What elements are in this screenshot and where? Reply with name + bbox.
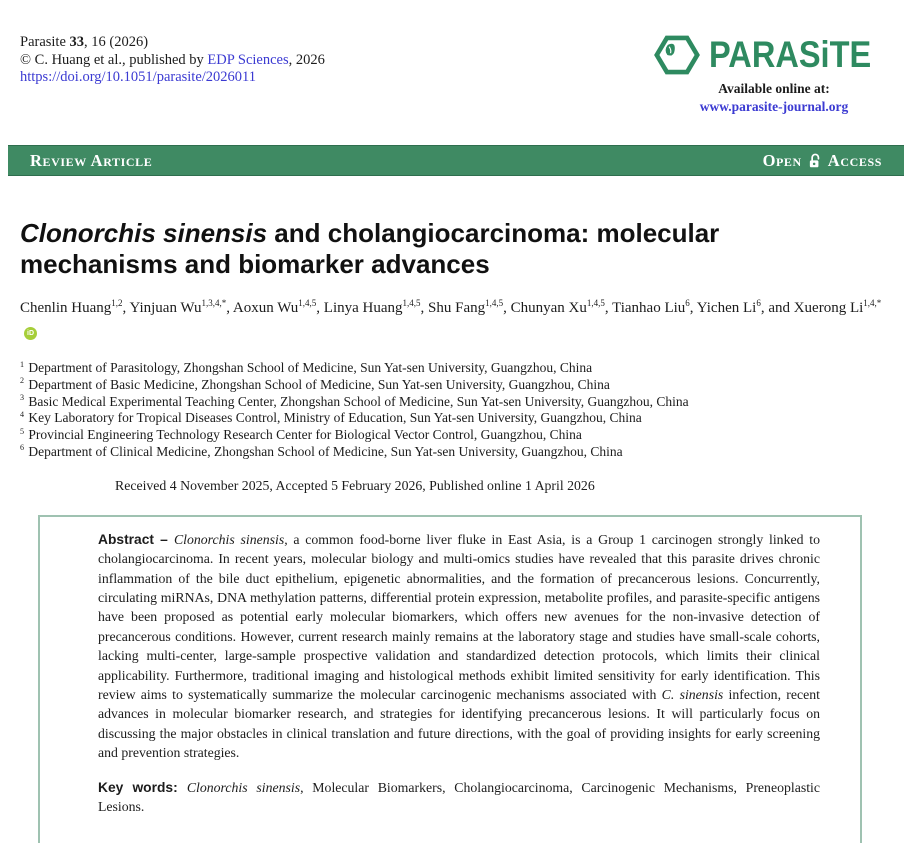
citation-line: Parasite 33, 16 (2026) <box>20 34 149 50</box>
article-content <box>0 218 912 843</box>
open-access-badge <box>763 151 882 171</box>
publication-info <box>20 34 325 87</box>
doi-link[interactable] <box>20 69 325 87</box>
affiliation-line: $^5$ Provincial Engineering Technology Research Center for Biological Vector Control, Guangzhou, China <box>20 426 582 443</box>
article-history: Received 4 November 2025, Accepted 5 February 2026, Published online 1 April 2026 <box>115 477 595 493</box>
affiliation-line: $^4$ Key Laboratory for Tropical Diseases Control, Ministry of Education, Sun Yat-sen University, Guangzhou, China <box>20 409 642 426</box>
article-title: Clonorchis sinensis and cholangiocarcinoma: molecular mechanisms and biomarker advances <box>20 218 720 279</box>
abstract-text: Clonorchis sinensis, a common food-borne liver fluke in East Asia, is a Group 1 carcinogen strongly linked to cholangiocarcinoma. In recent years, molecular biology and multi-omics studies have revealed that this parasite drives chronic inflammation of the bile duct epithelium, epigenetic abnormalities, and the formation of precancerous lesions. Concurrently, circulating miRNAs, DNA methylation patterns, differential protein expression, metabolite profiles, and parasite-specific antigens have been proposed as potential early molecular biomarkers, which offers new avenues for the non-invasive detection of precancerous conditions. However, current research mainly remains at the laboratory stage and studies have small-scale cohorts, lacking multi-center, large-sample prospective validation and standardized detection protocols, which limits their clinical applicability. Furthermore, traditional imaging and histological methods exhibit limited sensitivity for early identification. This review aims to systematically summarize the molecular carcinogenic mechanisms associated with C. sinensis infection, recent advances in molecular biomarker research, and strategies for identifying precancerous lesions. It will particularly focus on discussing the major obstacles in clinical translation and future directions, with the goal of providing insights for early screening and prevention strategies. <box>98 531 820 761</box>
access-label: Access <box>827 150 882 170</box>
affiliation-line: $^6$ Department of Clinical Medicine, Zhongshan School of Medicine, Sun Yat-sen University, Guangzhou, China <box>20 443 623 459</box>
author-names: Chenlin Huang$^{1,2}$, Yinjuan $Wu^{1,3,4,*}$, Aoxun Wu$^{1,4,5}$, Linya Huang$^{1,4,5}$, Shu Fang$^{1,4,5}$, Chunyan Xu$^{1,4,5}$, Tianhao Liu$^6$, Yichen Li$^6$, and Xuerong $Li^{1,4,*}$ <box>20 298 882 316</box>
journal-logo-text: PARASiTE <box>709 34 872 75</box>
open-lock-icon <box>808 153 822 169</box>
article-type-banner <box>8 145 904 176</box>
inline-link[interactable]: https://doi.org/10.1051/parasite/2026011 <box>20 69 257 85</box>
orcid-icon[interactable]: iD <box>24 327 37 340</box>
page-header <box>0 0 912 115</box>
affiliation-line: $^1$ Department of Parasitology, Zhongshan School of Medicine, Sun Yat-sen University, Guangzhou, China <box>20 359 593 375</box>
available-online-label: Available online at: <box>718 81 830 96</box>
abstract-box <box>38 515 862 843</box>
affiliation-line: $^2$ Department of Basic Medicine, Zhongshan School of Medicine, Sun Yat-sen University, Guangzhou, China <box>20 376 610 392</box>
keywords-text: Clonorchis sinensis, Molecular Biomarkers, Cholangiocarcinoma, Carcinogenic Mechanisms, Preneoplastic Lesions. <box>98 779 820 815</box>
keywords-paragraph <box>98 778 820 817</box>
keywords-label: Key words: <box>98 779 187 795</box>
journal-logo <box>654 34 894 76</box>
article-type-label: Review Article <box>30 150 153 170</box>
inline-link[interactable]: EDP Sciences <box>207 51 289 68</box>
author-list <box>20 298 886 340</box>
open-label: Open <box>762 150 802 170</box>
abstract-label: Abstract – <box>98 531 174 547</box>
affiliation-line: $^3$ Basic Medical Experimental Teaching Center, Zhongshan School of Medicine, Sun Yat-sen University, Guangzhou, China <box>20 393 689 409</box>
affiliation-list <box>20 360 886 461</box>
copyright-line: © C. Huang et al., published by EDP Sciences, 2026 <box>20 51 325 68</box>
journal-website-link[interactable]: www.parasite-journal.org <box>699 99 849 114</box>
journal-logo-block <box>654 34 894 115</box>
parasite-hexagon-icon <box>654 34 700 76</box>
abstract-paragraph <box>98 530 820 763</box>
